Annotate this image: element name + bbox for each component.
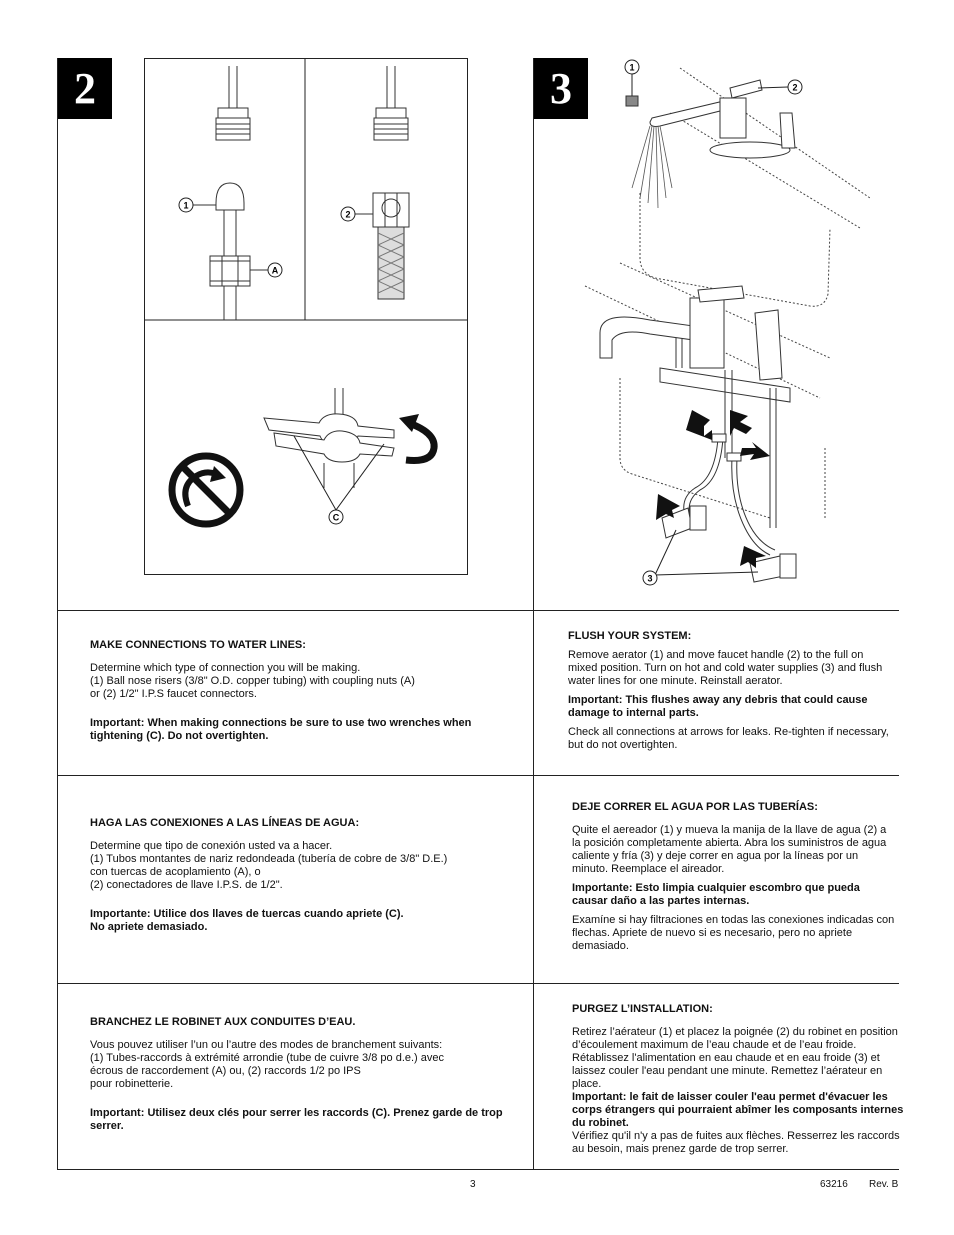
left-border	[57, 58, 58, 1170]
english-connections-line: or (2) 1/2" I.P.S faucet connectors.	[90, 688, 257, 700]
spanish-flush-body: Quite el aereador (1) y mueva la manija de la llave de agua (2) a la posición completamente abierta. Abra los suministros de agua caliente y fría (3) y deje correr en agua por la líneas por un minuto. Reemplace el aireador.	[572, 824, 887, 875]
step-number-2: 2	[58, 58, 112, 119]
supply-pipe-right	[374, 66, 408, 140]
french-connections-line: pour robinetterie.	[90, 1078, 174, 1090]
braided-faucet-connector	[355, 193, 409, 299]
english-connections-line: Determine which type of connection you will be making.	[90, 662, 361, 674]
french-connections-line: écrous de raccordement (A) ou, (2) raccords 1/2 po IPS	[90, 1065, 361, 1077]
french-connections-block	[90, 1016, 510, 1133]
french-connections-line: Vous pouvez utiliser l’un ou l’autre des modes de branchement suivants:	[90, 1039, 443, 1051]
revision-label: Rev. B	[869, 1179, 899, 1190]
document-number: 63216	[820, 1179, 848, 1190]
spanish-connections-block	[90, 817, 520, 934]
spanish-connections-line: con tuercas de acoplamiento (A), o	[90, 866, 261, 878]
spanish-flush-block	[572, 801, 897, 953]
sink-top	[640, 68, 870, 306]
french-flush-check: Vérifiez qu'il n'y a pas de fuites aux flèches. Resserrez les raccords au besoin, mais prenez garde de trop serrer.	[572, 1130, 900, 1155]
callout-a: A	[271, 265, 279, 276]
page-number: 3	[470, 1179, 476, 1190]
callout-2-left: 2	[345, 209, 351, 220]
english-flush-check: Check all connections at arrows for leaks. Re-tighten if necessary, but do not overtighten.	[568, 726, 889, 751]
callout-1-left: 1	[183, 200, 189, 211]
connection-diagram	[144, 58, 469, 576]
french-flush-title: PURGEZ L’INSTALLATION:	[572, 1003, 713, 1015]
english-flush-body: Remove aerator (1) and move faucet handle (2) to the full on mixed position. Turn on hot and cold water supplies (3) and flush water lines for one minute. Reinstall aerator.	[568, 649, 883, 687]
spanish-flush-important: Importante: Esto limpia cualquier escombro que pueda causar daño a las partes internas.	[572, 882, 860, 907]
two-wrenches	[264, 388, 394, 488]
english-connections-title: MAKE CONNECTIONS TO WATER LINES:	[90, 639, 306, 651]
english-connections-line: (1) Ball nose risers (3/8" O.D. copper tubing) with coupling nuts (A)	[90, 675, 415, 687]
divider-row-2	[57, 775, 899, 776]
callout-c: C	[332, 512, 340, 523]
divider-row-1	[57, 610, 899, 611]
spanish-flush-title: DEJE CORRER EL AGUA POR LAS TUBERÍAS:	[572, 801, 818, 813]
callout-3: 3	[647, 573, 653, 584]
english-flush-important: Important: This flushes away any debris that could cause damage to internal parts.	[568, 694, 868, 719]
water-spray	[632, 126, 672, 208]
spanish-connections-title: HAGA LAS CONEXIONES A LAS LÍNEAS DE AGUA:	[90, 817, 360, 829]
divider-bottom	[57, 1169, 899, 1170]
english-flush-block	[568, 630, 893, 752]
center-divider	[533, 58, 534, 1170]
spanish-flush-check: Examíne si hay filtraciones en todas las conexiones indicadas con flechas. Apriete de nuevo si es necesario, pero no apriete demasiado.	[572, 914, 895, 952]
faucet-top	[650, 80, 798, 158]
english-connections-block	[90, 639, 520, 743]
english-connections-important: Important: When making connections be sure to use two wrenches when tightening (C). Do not overtighten.	[90, 717, 472, 742]
callout-1-right: 1	[629, 62, 635, 73]
french-connections-title: BRANCHEZ LE ROBINET AUX CONDUITES D’EAU.	[90, 1016, 356, 1028]
flush-system-diagram	[580, 58, 880, 593]
spanish-connections-line: Determine que tipo de conexión usted va a hacer.	[90, 840, 333, 852]
callout-2-right: 2	[792, 82, 798, 93]
french-flush-important: Important: le fait de laisser couler l'eau permet d'évacuer les corps étrangers qui pourraient abîmer les composants internes du robinet.	[572, 1091, 904, 1129]
french-connections-important: Important: Utilisez deux clés pour serrer les raccords (C). Prenez garde de trop serrer.	[90, 1107, 503, 1132]
french-connections-line: (1) Tubes-raccords à extrémité arrondie (tube de cuivre 3/8 po d.e.) avec	[90, 1052, 445, 1064]
no-overtighten-icon	[172, 456, 240, 524]
step-number-3: 3	[534, 58, 588, 119]
spanish-connections-line: (1) Tubos montantes de nariz redondeada (tubería de cobre de 3/8" D.E.)	[90, 853, 448, 865]
supply-pipe-left	[216, 66, 250, 140]
french-flush-body: Retirez l’aérateur (1) et placez la poignée (2) du robinet en position d’écoulement maximum de l’eau chaude et de l’eau froide. Rétablissez l'alimentation en eau chaude et en eau froide (3) et laissez couler l'eau pendant une minute. Remettez l’aérateur en place.	[572, 1026, 898, 1090]
french-flush-block	[572, 1003, 908, 1156]
spanish-connections-important: No apriete demasiado.	[90, 921, 208, 933]
spanish-connections-important: Importante: Utilice dos llaves de tuercas cuando apriete (C).	[90, 908, 404, 920]
ball-nose-riser	[191, 183, 268, 320]
divider-row-3	[57, 983, 899, 984]
aerator-icon	[626, 96, 638, 106]
faucet-bottom	[600, 286, 790, 528]
spanish-connections-line: (2) conectadores de llave I.P.S. de 1/2".	[90, 879, 283, 891]
english-flush-title: FLUSH YOUR SYSTEM:	[568, 630, 692, 642]
